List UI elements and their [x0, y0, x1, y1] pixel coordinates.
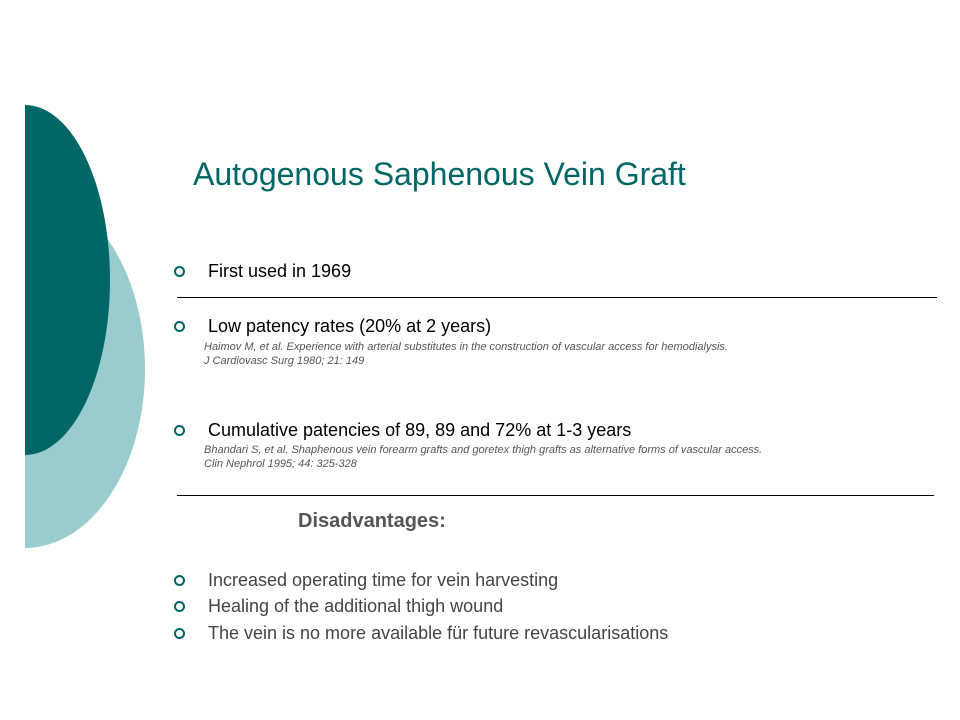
- point-first-used: First used in 1969: [208, 261, 352, 281]
- disadvantages-heading: Disadvantages:: [298, 510, 446, 532]
- bullet-icon: [174, 266, 185, 277]
- reference-haimov: [204, 340, 728, 368]
- point-low-patency: Low patency rates (20% at 2 years): [208, 316, 492, 336]
- reference-bhandari: [204, 443, 762, 471]
- divider-line: [177, 495, 934, 496]
- decorative-circles: [0, 0, 160, 720]
- divider-line: [177, 297, 937, 298]
- reference-line: Haimov M, et al. Experience with arterial substitutes in the construction of vascular access for hemodialysis.: [204, 341, 728, 353]
- reference-line: Clin Nephrol 1995; 44: 325-328: [204, 458, 357, 470]
- slide-title: Autogenous Saphenous Vein Graft: [193, 156, 686, 192]
- reference-line: Bhandari S, et al. Shaphenous vein forearm grafts and goretex thigh grafts as alternative forms of vascular access.: [204, 444, 763, 456]
- point-cumulative-patency: Cumulative patencies of 89, 89 and 72% at 1-3 years: [208, 420, 632, 440]
- bullet-icon: [174, 601, 185, 612]
- disadvantage-item: The vein is no more available für future revascularisations: [208, 623, 669, 643]
- bullet-icon: [174, 628, 185, 639]
- disadvantage-item: Healing of the additional thigh wound: [208, 596, 504, 616]
- bullet-icon: [174, 575, 185, 586]
- bullet-icon: [174, 321, 185, 332]
- disadvantage-item: Increased operating time for vein harvesting: [208, 570, 559, 590]
- left-margin-mask: [0, 0, 25, 720]
- bullet-icon: [174, 425, 185, 436]
- reference-line: J Cardiovasc Surg 1980; 21: 149: [204, 355, 365, 367]
